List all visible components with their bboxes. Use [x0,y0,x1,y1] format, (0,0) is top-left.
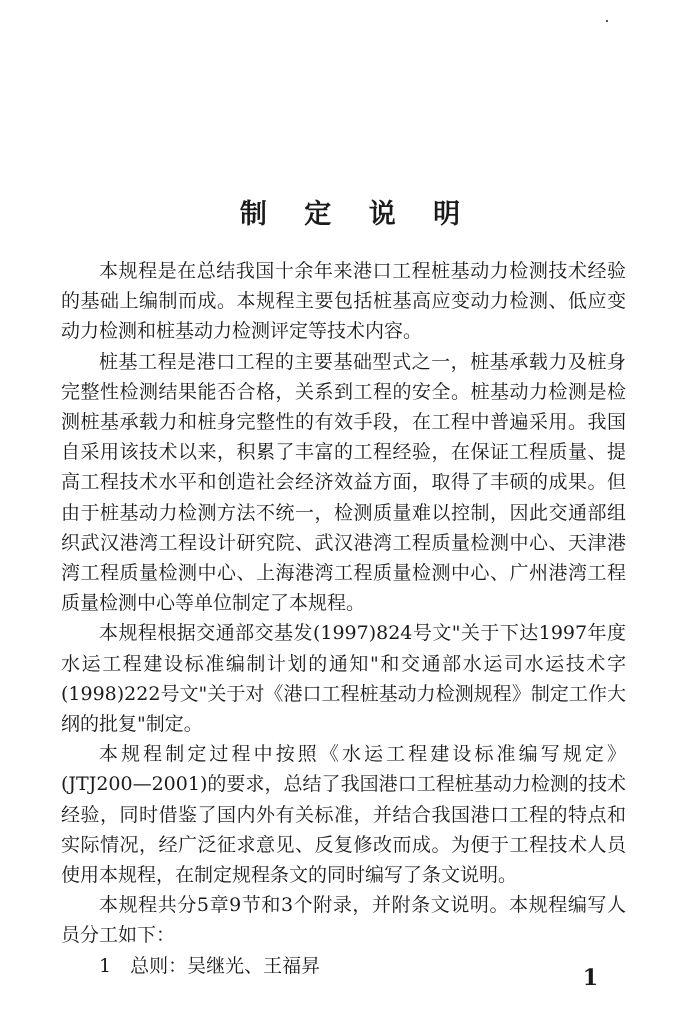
paragraph-1: 本规程是在总结我国十余年来港口工程桩基动力检测技术经验的基础上编制而成。本规程主要包括桩基高应变动力检测、低应变动力检测和桩基动力检测评定等技术内容。 [61,260,626,343]
page-title: 制 定 说 明 [239,199,475,230]
body-text [61,256,626,981]
scan-speck [606,20,608,22]
paragraph-5: 本规程共分5章9节和3个附录，并附条文说明。本规程编写人员分工如下： [61,894,626,947]
paragraph-4: 本规程制定过程中按照《水运工程建设标准编写规定》(JTJ200—2001)的要求，总结了我国港口工程桩基动力检测的技术经验，同时借鉴了国内外有关标准，并结合我国港口工程的特点和实际情况，经广泛征求意见、反复修改而成。为便于工程技术人员使用本规程，在制定规程条文的同时编写了条文说明。 [61,743,626,887]
paragraph-2: 桩基工程是港口工程的主要基础型式之一，桩基承载力及桩身完整性检测结果能否合格，关系到工程的安全。桩基动力检测是检测桩基承载力和桩身完整性的有效手段，在工程中普遍采用。我国自采用该技术以来，积累了丰富的工程经验，在保证工程质量、提高工程技术水平和创造社会经济效益方面，取得了丰硕的成果。但由于桩基动力检测方法不统一，检测质量难以控制，因此交通部组织武汉港湾工程设计研究院、武汉港湾工程质量检测中心、天津港湾工程质量检测中心、上海港湾工程质量检测中心、广州港湾工程质量检测中心等单位制定了本规程。 [61,350,626,615]
page-number: 1 [582,965,598,991]
list-item: 1 总则：吴继光、王福昇 [99,954,321,977]
paragraph-3: 本规程根据交通部交基发(1997)824号文"关于下达1997年度水运工程建设标准编制计划的通知"和交通部水运司水运技术字(1998)222号文"关于对《港口工程桩基动力检测规程》制定工作大纲的批复"制定。 [61,622,626,736]
